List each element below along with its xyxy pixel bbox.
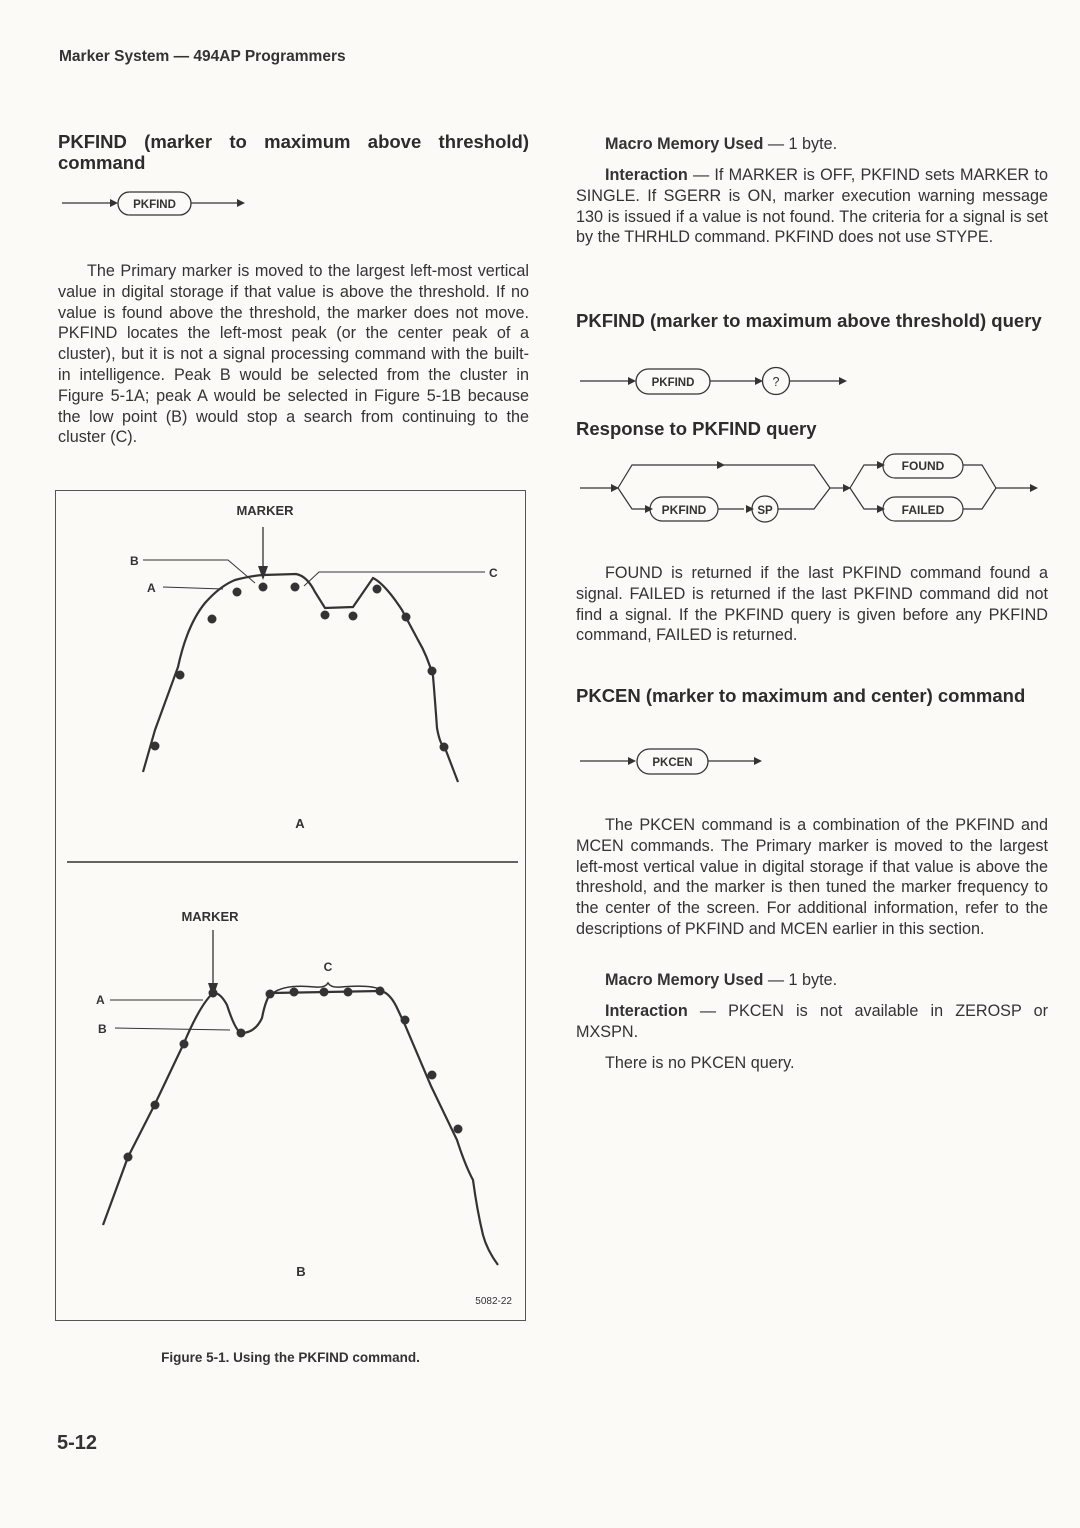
pkfind-interaction (576, 165, 1048, 248)
arrow-icon (843, 484, 851, 492)
arrow-icon (839, 377, 847, 385)
page-number: 5-12 (57, 1432, 98, 1454)
pkfind-command-body-text: The Primary marker is moved to the largest left-most vertical value in digital storage if that value is above the threshold. If no value is found above the threshold, the marker does not move. PKFIND locates the left-most peak (or the center peak of a cluster), but it is not a signal processing command with the built-in intelligence. Peak B would be selected from the cluster in Figure 5-1A; peak A would be selected in Figure 5-1B because the low point (B) would stop a search from continuing to the cluster (C). (58, 262, 529, 447)
label-c: C (489, 566, 498, 580)
label-a: A (147, 581, 156, 595)
pkfind-response-body (576, 563, 1048, 646)
pkfind-macro-memory (576, 134, 1048, 155)
interaction-text: — PKCEN is not available in ZEROSP or MXSPN. (576, 1002, 1048, 1041)
interaction-label: Interaction (605, 166, 688, 184)
pkcen-macro-memory (576, 970, 1048, 991)
macro-memory-value: — 1 byte. (763, 971, 838, 989)
figure-id: 5082-22 (475, 1296, 512, 1307)
panel-a-label: A (295, 816, 305, 831)
pkfind-keyword: PKFIND (133, 199, 176, 211)
pkcen-keyword: PKCEN (652, 757, 693, 769)
pkfind-keyword: PKFIND (661, 503, 707, 517)
signal-trace-b (103, 991, 498, 1265)
panel-b-label: B (296, 1264, 306, 1279)
arrow-icon (628, 757, 636, 765)
pkcen-command-heading: PKCEN (marker to maximum and center) command (576, 685, 1026, 706)
pkfind-query-syntax-diagram (578, 365, 858, 399)
figure-panel-a (130, 503, 498, 831)
arrow-icon (1030, 484, 1038, 492)
label-a: A (96, 993, 105, 1007)
marker-label: MARKER (236, 503, 294, 518)
pkcen-interaction (576, 1001, 1048, 1043)
label-b: B (130, 554, 139, 568)
pkcen-command-body (576, 815, 1048, 940)
running-head: Marker System — 494AP Programmers (59, 48, 346, 65)
pkfind-command-syntax-diagram (60, 188, 260, 220)
signal-trace-a (143, 574, 458, 782)
pkfind-command-heading: PKFIND (marker to maximum above threshold) command (58, 131, 529, 173)
marker-label: MARKER (181, 909, 239, 924)
sp-symbol: SP (757, 505, 773, 517)
arrow-icon (755, 377, 763, 385)
trace-data-points (124, 987, 463, 1162)
pkcen-no-query (576, 1053, 1048, 1074)
pkfind-query-heading: PKFIND (marker to maximum above threshold) query (576, 310, 1042, 331)
macro-memory-label: Macro Memory Used (605, 971, 764, 989)
arrow-icon (645, 505, 653, 513)
macro-memory-value: — 1 byte. (763, 135, 838, 153)
pkcen-command-syntax-diagram (578, 746, 778, 778)
pkfind-command-body (58, 261, 529, 448)
interaction-text: — If MARKER is OFF, PKFIND sets MARKER to SINGLE. If SGERR is ON, marker execution warning message 130 is issued if a value is not found. The criteria for a signal is set by the THRHLD command. PKFIND does not use STYPE. (576, 166, 1048, 247)
arrow-icon (110, 199, 118, 207)
pkfind-response-syntax-diagram (578, 450, 1048, 530)
arrow-icon (611, 484, 619, 492)
question-mark-symbol: ? (772, 375, 780, 389)
found-option: FOUND (901, 459, 945, 473)
figure-caption: Figure 5-1. Using the PKFIND command. (161, 1350, 420, 1365)
label-b: B (98, 1022, 107, 1036)
arrow-icon (754, 757, 762, 765)
label-c: C (323, 960, 333, 974)
pkfind-response-heading: Response to PKFIND query (576, 418, 817, 439)
arrow-down-icon (258, 566, 268, 580)
arrow-icon (628, 377, 636, 385)
trace-data-points (151, 583, 449, 752)
failed-option: FAILED (901, 503, 945, 517)
figure-5-1-drawing (55, 490, 527, 1322)
macro-memory-label: Macro Memory Used (605, 135, 764, 153)
arrow-icon (237, 199, 245, 207)
figure-panel-b (96, 909, 512, 1307)
interaction-label: Interaction (605, 1002, 688, 1020)
pkfind-keyword: PKFIND (651, 377, 695, 389)
arrow-icon (717, 461, 725, 469)
pkfind-response-text: FOUND is returned if the last PKFIND command found a signal. FAILED is returned if the last PKFIND command did not find a signal. If the PKFIND query is given before any PKFIND command, FAILED is returned. (576, 564, 1048, 645)
no-query-text: There is no PKCEN query. (605, 1054, 795, 1072)
pkcen-command-text: The PKCEN command is a combination of the PKFIND and MCEN commands. The Primary marker is moved to the largest left-most vertical value in digital storage if that value is above the threshold, and the marker is then tuned the marker frequency to the center of the screen. For additional information, refer to the descriptions of PKFIND and MCEN earlier in this section. (576, 816, 1048, 938)
